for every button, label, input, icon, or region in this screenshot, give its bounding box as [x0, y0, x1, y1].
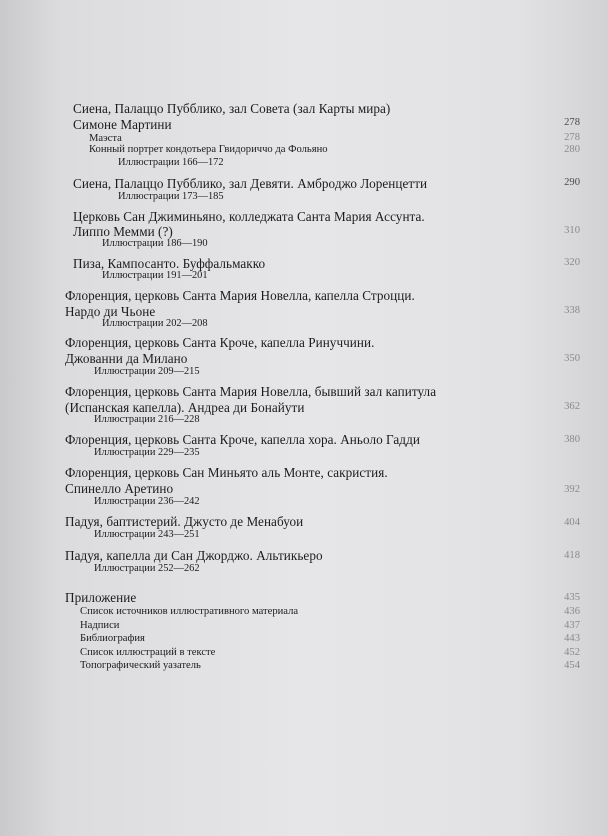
illustrations-range: Иллюстрации 216—228 — [94, 414, 200, 425]
page-number: 443 — [564, 633, 580, 644]
page-number: 290 — [564, 177, 580, 188]
toc-entry-heading: Сиена, Палаццо Пубблико, зал Девяти. Амброджо Лоренцетти — [73, 176, 428, 191]
page-number: 362 — [564, 401, 580, 412]
toc-entry-sub: Топографический уазатель — [80, 660, 201, 671]
page-number: 338 — [564, 305, 580, 316]
toc-entry-sub: Надписи — [80, 620, 120, 631]
page-number: 452 — [564, 647, 580, 658]
page-number: 380 — [564, 434, 580, 445]
toc-entry-heading: Флоренция, церковь Санта Мария Новелла, бывший зал капитула — [65, 384, 437, 399]
toc-entry-sub: Список источников иллюстративного материала — [80, 606, 299, 617]
toc-entry-heading: Флоренция, церковь Санта Мария Новелла, капелла Строцци. — [65, 288, 415, 303]
toc-entry-heading: Падуя, капелла ди Сан Джорджо. Альтикьеро — [65, 548, 323, 563]
toc-entry-heading: Флоренция, церковь Санта Кроче, капелла Ринуччини. — [65, 335, 375, 350]
toc-entry-heading: Спинелло Аретино — [65, 481, 174, 496]
page-number: 320 — [564, 257, 580, 268]
illustrations-range: Иллюстрации 243—251 — [94, 529, 200, 540]
illustrations-range: Иллюстрации 209—215 — [94, 366, 200, 377]
toc-entry-heading: Джованни да Милано — [65, 351, 188, 366]
appendix-heading: Приложение — [65, 590, 137, 605]
page-number: 435 — [564, 592, 580, 603]
page-number: 418 — [564, 550, 580, 561]
page-number: 278 — [564, 117, 580, 128]
page-number: 436 — [564, 606, 580, 617]
page-number: 350 — [564, 353, 580, 364]
page-number: 454 — [564, 660, 580, 671]
illustrations-range: Иллюстрации 202—208 — [102, 318, 208, 329]
illustrations-range: Иллюстрации 186—190 — [102, 238, 208, 249]
toc-entry-sub: Список иллюстраций в тексте — [80, 647, 216, 658]
illustrations-range: Иллюстрации 191—201 — [102, 270, 208, 281]
toc-entry-heading: Липпо Мемми (?) — [73, 224, 173, 239]
toc-entry-heading: Флоренция, церковь Санта Кроче, капелла хора. Аньоло Гадди — [65, 432, 420, 447]
toc-entry-sub: Библиография — [80, 633, 145, 644]
illustrations-range: Иллюстрации 252—262 — [94, 563, 200, 574]
toc-entry-heading: Пиза, Кампосанто. Буффальмакко — [73, 256, 266, 271]
page-number: 310 — [564, 225, 580, 236]
illustrations-range: Иллюстрации 236—242 — [94, 496, 200, 507]
illustrations-range: Иллюстрации 166—172 — [118, 157, 224, 168]
page-number: 437 — [564, 620, 580, 631]
illustrations-range: Иллюстрации 173—185 — [118, 191, 224, 202]
toc-entry-heading: Нардо ди Чьоне — [65, 304, 156, 319]
page-number: 392 — [564, 484, 580, 495]
toc-entry-heading: Флоренция, церковь Сан Миньято аль Монте, сакристия. — [65, 465, 388, 480]
page-number: 278 — [564, 132, 580, 143]
page-number: 280 — [564, 144, 580, 155]
illustrations-range: Иллюстрации 229—235 — [94, 447, 200, 458]
toc-entry-sub: Маэста — [89, 133, 122, 144]
toc-entry-heading: Сиена, Палаццо Пубблико, зал Совета (зал Карты мира) — [73, 101, 391, 116]
page-number: 404 — [564, 517, 580, 528]
toc-entry-sub: Конный портрет кондотьера Гвидориччо да Фольяно — [89, 144, 328, 155]
toc-entry-heading: Падуя, баптистерий. Джусто де Менабуои — [65, 514, 304, 529]
toc-entry-heading: Симоне Мартини — [73, 117, 172, 132]
toc-entry-heading: (Испанская капелла). Андреа ди Бонайути — [65, 400, 305, 415]
toc-entry-heading: Церковь Сан Джиминьяно, колледжата Санта Мария Ассунта. — [73, 209, 425, 224]
